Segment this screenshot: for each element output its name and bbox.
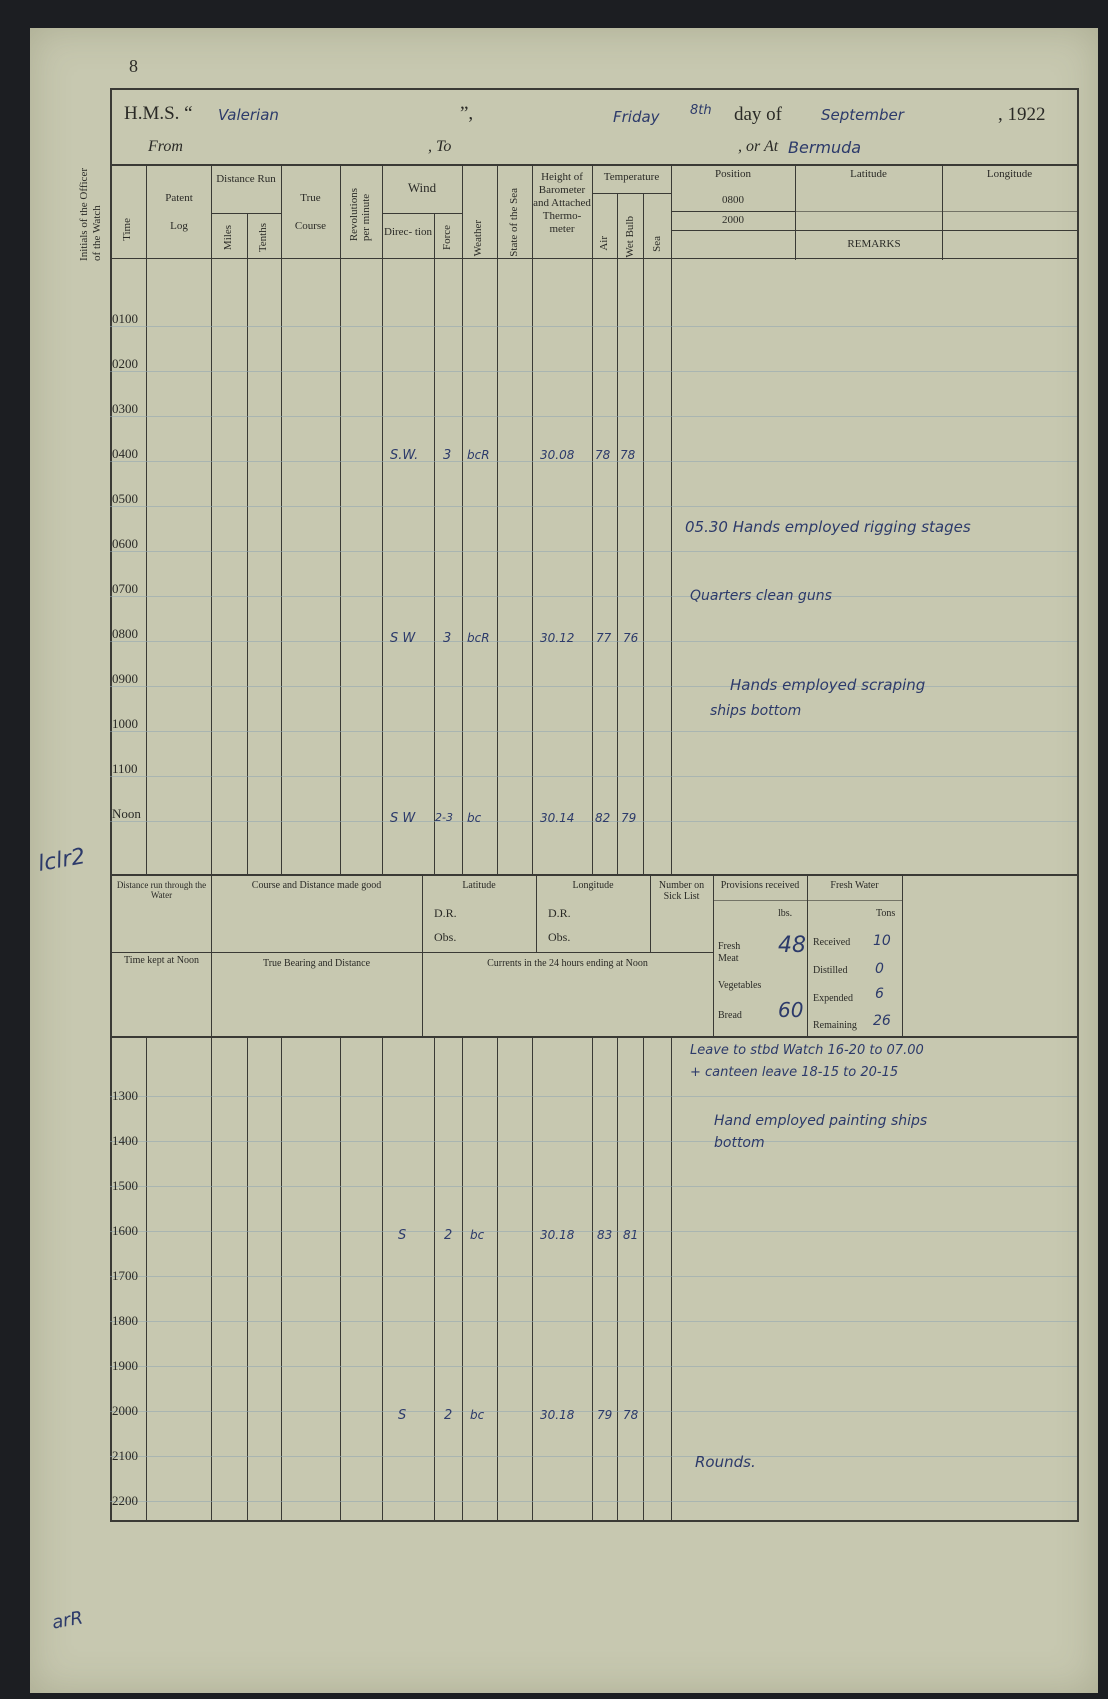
reading-noon-barometer: 30.14 [540,811,575,825]
col-barometer: Height of Barometer and Attached Thermo- meter [533,171,591,235]
remark-scraping-1: Hands employed scraping [730,676,926,694]
remark-painting-2: bottom [714,1135,765,1151]
hour-1500: 1500 [112,1178,138,1193]
ship-name: Valerian [218,106,279,124]
hour-2100: 2100 [112,1448,138,1463]
col-position: Position [714,168,752,180]
page-number: 8 [129,56,138,76]
noon-distance-label: Distance run through the Water [116,880,207,900]
side-label-initials: Initials of the Officer of the Watch [78,168,103,261]
col-temperature: Temperature [603,171,660,183]
noon-received-value: 10 [873,933,891,949]
ship-prefix: H.M.S. “ [124,103,193,124]
hour-0300: 0300 [112,401,138,416]
reading-0800-direction: S W [390,631,416,646]
noon-distilled-value: 0 [875,961,884,977]
log-frame [110,88,1079,1522]
col-true: True [300,192,321,204]
hour-1700: 1700 [112,1268,138,1283]
reading-0800-wet-bulb: 76 [623,631,639,645]
reading-2000-force: 2 [444,1408,453,1423]
noon-fresh-meat-value: 48 [778,933,806,958]
hour-0100: 0100 [112,311,138,326]
noon-expended-label: Expended [813,993,853,1004]
noon-lbs-label: lbs. [778,908,793,919]
col-miles: Miles [222,225,234,251]
hour-0800: 0800 [112,626,138,641]
noon-received-label: Received [813,937,851,948]
noon-currents-label: Currents in the 24 hours ending at Noon [487,958,648,969]
day-number: 8th [690,103,712,118]
hour-noon: Noon [112,806,141,821]
remark-quarters: Quarters clean guns [690,588,832,604]
hour-2000: 2000 [112,1403,138,1418]
hour-1800: 1800 [112,1313,138,1328]
noon-fresh-water-label: Fresh Water [830,880,879,891]
noon-longitude-label: Longitude [572,880,614,891]
col-distance-run: Distance Run [216,173,276,185]
col-weather: Weather [472,220,484,257]
noon-distilled-label: Distilled [813,965,848,976]
reading-1600-barometer: 30.18 [540,1228,575,1242]
noon-bread-label: Bread [718,1010,742,1021]
day-of-label: day of [734,104,783,125]
hour-1400: 1400 [112,1133,138,1148]
reading-1600-air: 83 [597,1228,613,1242]
noon-latitude-label: Latitude [462,880,496,891]
initials-noon: lclr2 [36,844,88,877]
noon-remaining-label: Remaining [813,1020,857,1031]
to-label: , To [428,138,452,155]
reading-0400-direction: S.W. [390,448,419,463]
hour-2200: 2200 [112,1493,138,1508]
col-sea: Sea [651,236,663,252]
noon-fresh-meat-label: Fresh Meat [718,941,741,964]
reading-1600-wet-bulb: 81 [623,1228,639,1242]
col-position-0800: 0800 [722,194,744,206]
col-force: Force [441,225,453,251]
reading-0800-force: 3 [443,631,452,646]
col-tenths: Tenths [257,223,269,253]
from-label: From [148,138,183,155]
remark-leave-1: Leave to stbd Watch 16-20 to 07.00 [690,1043,924,1058]
hour-0600: 0600 [112,536,138,551]
reading-0400-force: 3 [443,448,452,463]
hour-1900: 1900 [112,1358,138,1373]
reading-1600-force: 2 [444,1228,453,1243]
reading-0400-air: 78 [595,448,611,462]
col-log: Log [170,220,188,232]
col-direction: Direc- tion [384,226,432,238]
noon-time-kept-label: Time kept at Noon [124,955,199,966]
hour-1000: 1000 [112,716,138,731]
noon-longitude-obs: Obs. [548,930,571,944]
hour-0900: 0900 [112,671,138,686]
noon-tons-label: Tons [876,908,896,919]
reading-0400-barometer: 30.08 [540,448,575,462]
col-air: Air [598,236,610,251]
noon-expended-value: 6 [875,986,884,1002]
col-time: Time [121,218,133,241]
reading-2000-air: 79 [597,1408,613,1422]
reading-1600-weather: bc [470,1228,485,1242]
hour-1600: 1600 [112,1223,138,1238]
reading-2000-wet-bulb: 78 [623,1408,639,1422]
noon-longitude-dr: D.R. [548,906,571,920]
reading-2000-weather: bc [470,1408,485,1422]
weekday: Friday [613,108,660,126]
hour-1300: 1300 [112,1088,138,1103]
noon-remaining-value: 26 [873,1013,891,1029]
year: , 1922 [998,104,1046,125]
hour-0500: 0500 [112,491,138,506]
remark-painting-1: Hand employed painting ships [714,1113,928,1129]
reading-noon-force: 2-3 [435,811,453,824]
reading-0800-barometer: 30.12 [540,631,575,645]
reading-noon-weather: bc [467,811,482,825]
col-state-sea: State of the Sea [508,188,520,257]
location: Bermuda [788,138,862,157]
reading-2000-direction: S [398,1408,407,1423]
month: September [821,106,904,124]
col-revolutions: Revolutions per minute [348,188,372,242]
reading-noon-air: 82 [595,811,611,825]
remark-0530: 05.30 Hands employed rigging stages [685,518,971,536]
initials-midt: arR [50,1607,85,1634]
remark-scraping-2: ships bottom [710,703,802,719]
col-wind: Wind [407,180,437,195]
noon-latitude-obs: Obs. [434,930,457,944]
ship-close-quote: ”, [460,103,474,124]
noon-latitude-dr: D.R. [434,906,457,920]
noon-bread-value: 60 [778,998,804,1022]
col-remarks: REMARKS [847,238,901,250]
hour-0700: 0700 [112,581,138,596]
noon-sick-list-label: Number on Sick List [658,880,705,902]
hour-0200: 0200 [112,356,138,371]
hour-0400: 0400 [112,446,138,461]
noon-bearing-label: True Bearing and Distance [262,958,371,969]
col-patent: Patent [165,192,193,204]
remark-leave-2: + canteen leave 18-15 to 20-15 [690,1065,899,1080]
reading-1600-direction: S [398,1228,407,1243]
remark-rounds: Rounds. [695,1453,756,1471]
hour-1100: 1100 [112,761,138,776]
noon-provisions-label: Provisions received [720,880,800,891]
col-longitude: Longitude [986,168,1033,180]
reading-noon-direction: S W [390,811,416,826]
reading-0800-air: 77 [596,631,612,645]
reading-noon-wet-bulb: 79 [621,811,637,825]
reading-0800-weather: bcR [467,631,490,645]
noon-vegetables-label: Vegetables [718,980,762,991]
col-position-2000: 2000 [722,214,744,226]
reading-0400-wet-bulb: 78 [620,448,636,462]
log-page [30,28,1098,1693]
noon-course-label: Course and Distance made good [251,880,382,891]
reading-0400-weather: bcR [467,448,490,462]
reading-2000-barometer: 30.18 [540,1408,575,1422]
col-course: Course [294,220,327,232]
col-latitude: Latitude [850,168,887,180]
col-wet-bulb: Wet Bulb [624,216,636,258]
or-at-label: , or At [738,138,779,155]
